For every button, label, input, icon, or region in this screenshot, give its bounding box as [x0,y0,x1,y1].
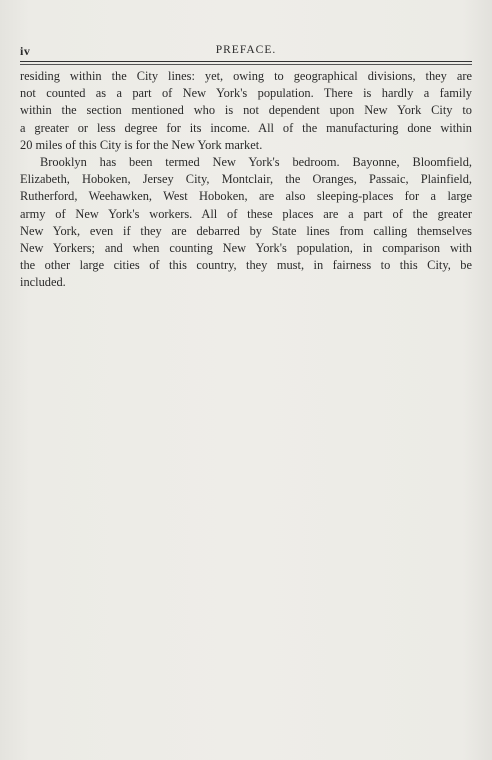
running-head: PREFACE. [215,44,277,56]
text-line: Rutherford, Weehawken, West Hoboken, are also sleeping-places for a large [20,189,472,204]
text-line: within the section mentioned who is not dependent upon New York City to [20,103,472,118]
text-line: a greater or less degree for its income. All of the manufacturing done within [20,120,472,135]
header-rule [20,61,472,62]
text-line: New York, even if they are debarred by State lines from calling themselves [20,223,472,238]
text-line: 20 miles of this City is for the New York market. [20,137,263,152]
text-line: Brooklyn has been termed New York's bedroom. Bayonne, Bloomfield, [40,154,472,169]
page-header [20,40,472,60]
header-rule-secondary [20,64,472,65]
text-line: not counted as a part of New York's population. There is hardly a family [20,86,472,101]
text-line: residing within the City lines: yet, owing to geographical divisions, they are [20,69,472,83]
text-line: Elizabeth, Hoboken, Jersey City, Montclair, the Oranges, Passaic, Plainfield, [20,172,472,187]
paragraph-2 [20,154,472,292]
body-text [20,68,472,291]
paragraph-1 [20,68,472,154]
text-line: New Yorkers; and when counting New York's population, in comparison with [20,240,472,255]
text-line: army of New York's workers. All of these places are a part of the greater [20,206,472,221]
text-line: the other large cities of this country, they must, in fairness to this City, be [20,258,472,273]
text-line: included. [20,275,66,290]
page-number: iv [20,44,31,58]
